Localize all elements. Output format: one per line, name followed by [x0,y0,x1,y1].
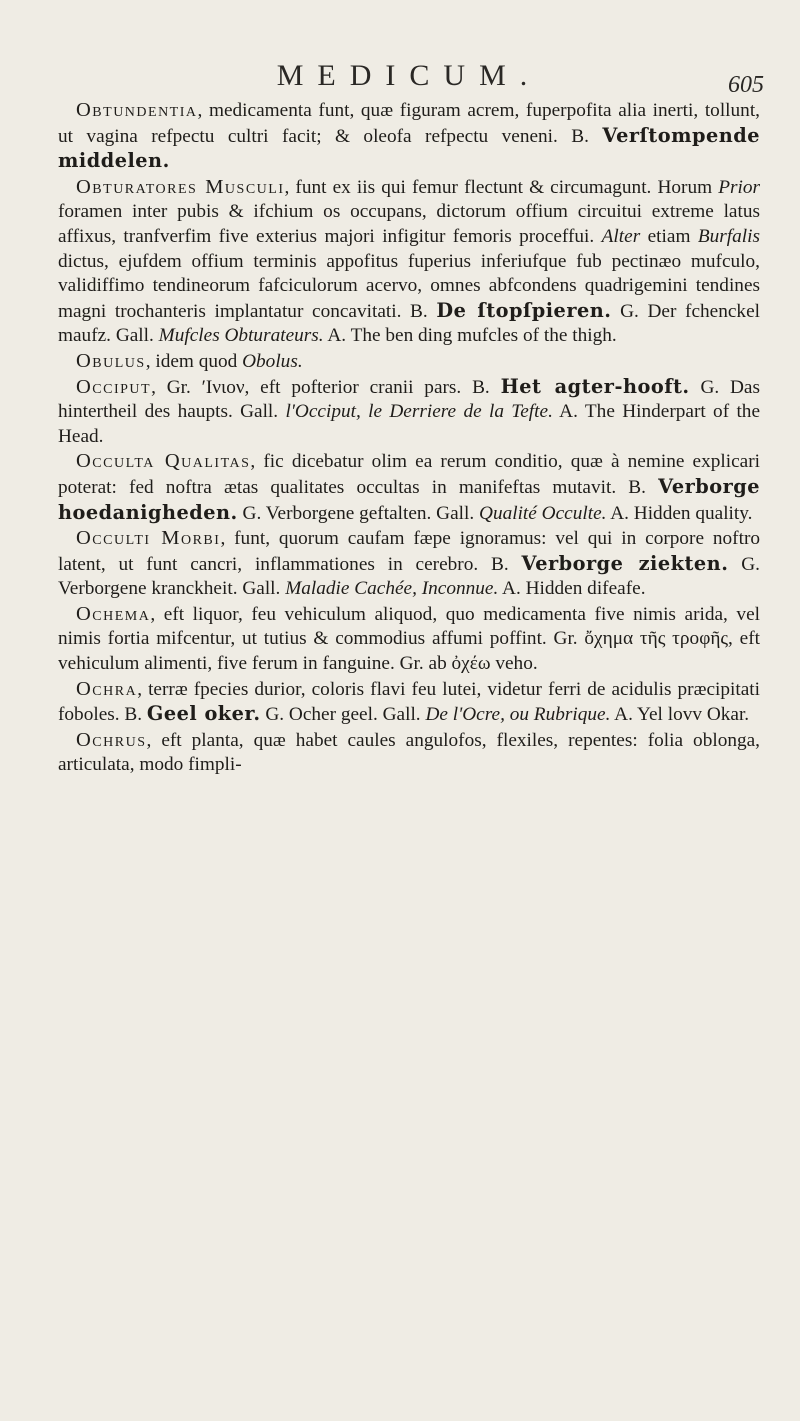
entry-headword: Occulti Morbi [76,527,221,550]
entry-text: , eft planta, quæ habet caules angulofos, flexiles, repentes: folia oblonga, articulata, modo fimpli- [58,729,760,776]
entry-headword: Ochra [76,677,138,700]
entry-text: foramen inter pubis & ifchium os occupans, dictorum offium circuitui extreme latus affixus, tranfverfim five exterius majori infigitur femoris proceffui. [58,201,760,247]
entry-headword: Ochrus [76,728,147,751]
entry-text: dictus, ejufdem offium terminis appofitus fuperius inferiufque fub pectinæo mufculo, validiffimo tendineorum fafciculorum acervo, omnes abfcondens quadrigemini tendines magni trochanteris implantatur concavitati. B. [58,250,760,322]
entry-text: , funt ex iis qui femur flectunt & circumagunt. Horum [284,176,719,198]
running-head: MEDICUM. [276,59,542,92]
entry-italic: Prior [718,176,760,198]
dutch-gloss: Het agter-hooft. [500,374,690,398]
entry-headword: Obulus [76,349,146,372]
entry-text: A. The Hinderpart of the Head. [58,401,761,447]
entry-ochra [58,677,760,728]
dutch-gloss: Verborge hoedanigheden. [58,474,760,524]
entry-headword: Ochema [76,602,151,625]
entry-text: A. Hidden difeafe. [498,578,646,600]
entry-text: A. Hidden quality. [606,502,753,524]
entry-headword: Occiput [76,375,152,398]
dutch-gloss: Verborge ziekten. [521,551,729,575]
entry-text: , funt, quorum caufam fæpe ignoramus: vel qui in corpore noftro latent, ut funt cancri, inflammationes in cerebro. B. [58,528,761,575]
entry-headword: Obturatores Musculi [76,175,285,198]
entry-text: etiam [640,225,698,247]
entry-ochema [58,602,760,677]
french-gloss: Mufcles Obturateurs. [158,325,324,347]
entry-italic: Burfalis [697,225,761,247]
entry-occulti-morbi [58,526,760,602]
entry-text: , Gr. ʹΙνιον, eft pofterior cranii pars. B. [151,376,501,398]
french-gloss: Maladie Cachée, Inconnue. [285,578,499,600]
entry-obtundentia [58,98,760,175]
entry-text: G. Verborgene kranckheit. Gall. [58,553,760,600]
entry-obulus [58,349,760,375]
dutch-gloss: Verſtompende middelen. [58,123,760,173]
entry-text: , fic dicebatur olim ea rerum conditio, quæ à nemine explicari poterat: fed noftra ætas qualitates occultas in manifeftas mutavit. B. [58,451,760,498]
entry-text: G. Das hintertheil des haupts. Gall. [58,376,760,423]
entry-text: A. Yel lovv Okar. [610,704,750,726]
dutch-gloss: Geel oker. [146,702,261,726]
french-gloss: l'Occiput, le Derriere de la Tefte. [285,401,553,423]
entry-headword: Obtundentia [76,99,198,121]
dutch-gloss: De ſtopſpieren. [436,298,612,322]
french-gloss: De l'Ocre, ou Rubrique. [425,704,611,726]
entry-text: , terræ fpecies durior, coloris flavi feu lutei, videtur ferri de acidulis præcipitati foboles. B. [58,678,760,726]
entry-occulta-qualitas [58,449,760,526]
french-gloss: Qualité Occulte. [479,502,607,524]
entry-occiput [58,375,760,450]
entry-text: , medicamenta funt, quæ figuram acrem, fuperpofita alia inerti, tollunt, ut vagina refpectu cultri facit; & oleofa refpectu veneni. B. [58,100,760,147]
entry-text: G. Der fchenckel maufz. Gall. [58,300,760,347]
entry-headword: Occulta Qualitas [76,450,251,473]
entry-ochrus [58,728,760,778]
entry-text: G. Verborgene geftalten. Gall. [237,502,480,524]
entry-text: G. Ocher geel. Gall. [260,704,426,726]
page-number: 605 [728,72,764,98]
entry-italic: Obolus. [242,350,303,372]
entry-italic: Alter [601,225,641,247]
dictionary-entries [58,98,760,778]
entry-text: A. The ben ding mufcles of the thigh. [323,325,617,347]
entry-obturatores-musculi [58,175,760,349]
entry-text: , eft liquor, feu vehiculum aliquod, quo medicamenta five nimis arida, vel nimis fortia mifcentur, ut tutius & commodius affumi poffint. Gr. ὄχημα τῆς τροφῆς, eft vehiculum alimenti, five ferum in fanguine. Gr. ab ὀχέω veho. [58,603,760,675]
entry-text: , idem quod [145,350,243,372]
